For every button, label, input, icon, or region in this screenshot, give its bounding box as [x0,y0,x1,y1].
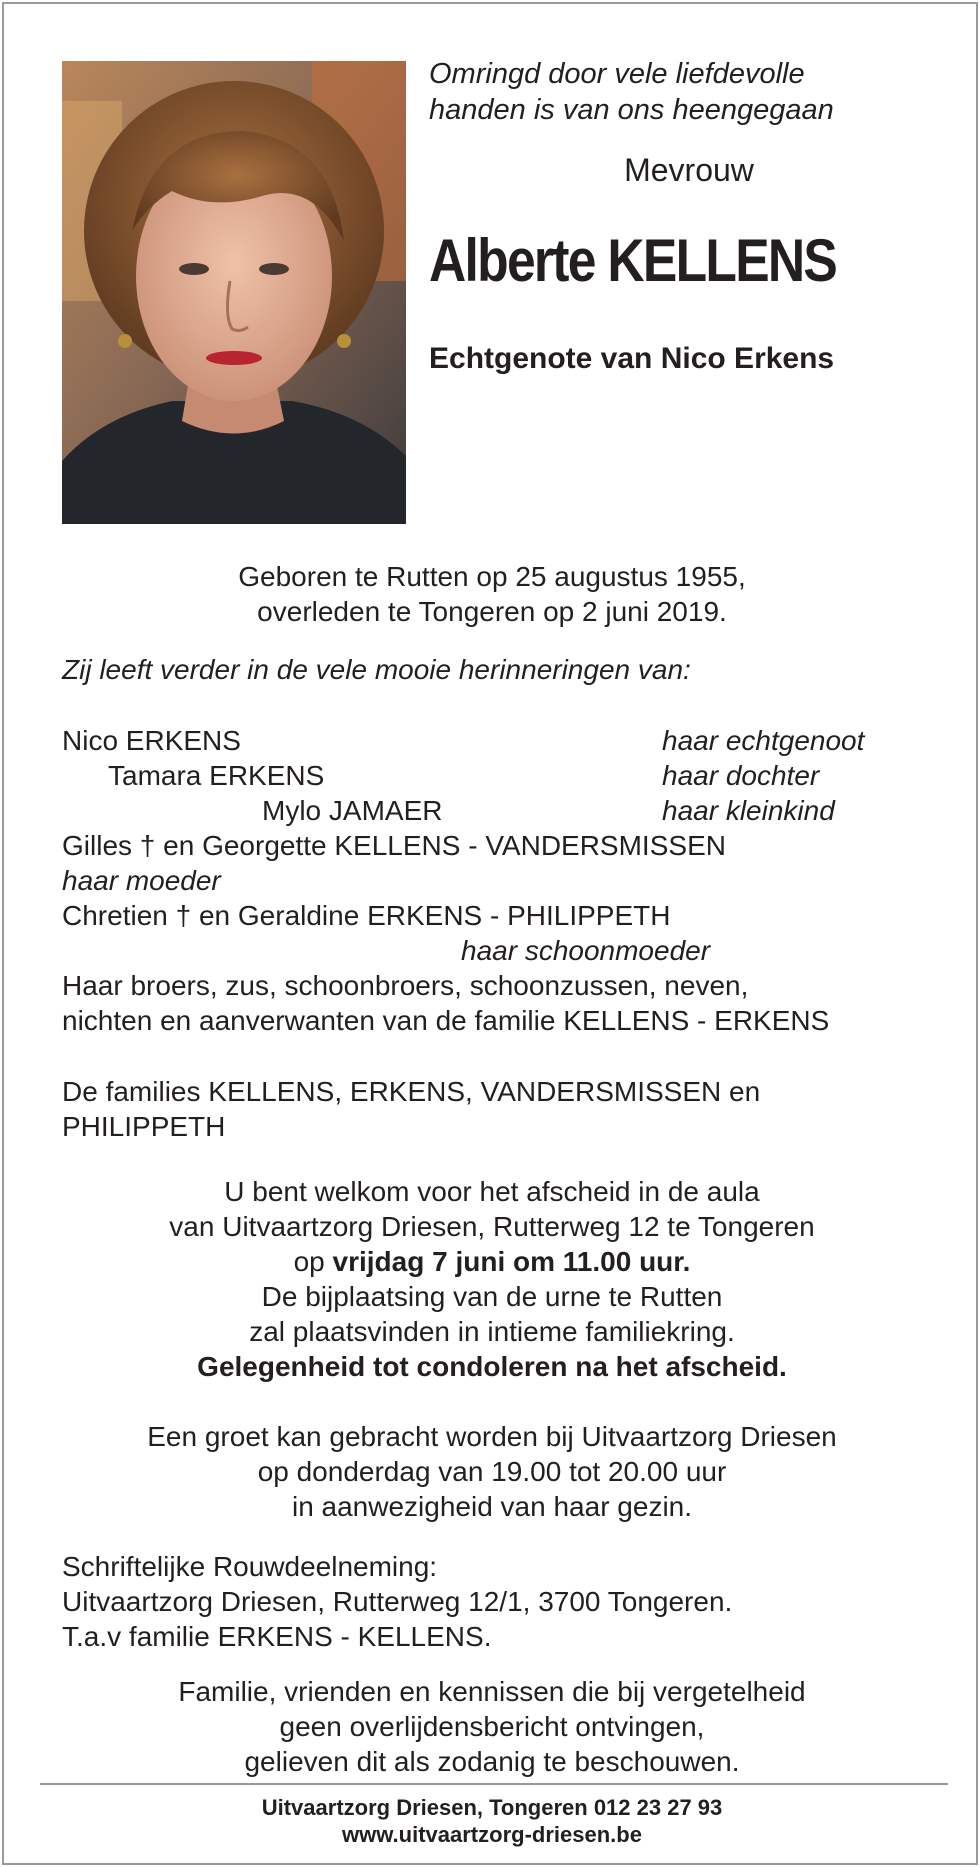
birth-line: Geboren te Rutten op 25 augustus 1955, [238,561,746,592]
memories-heading: Zij leeft verder in de vele mooie herinneringen van: [62,654,691,685]
honorific: Mevrouw [624,152,754,188]
birth-death-info [44,559,940,629]
intro-line-2: handen is van ons heengegaan [429,94,834,126]
siblings-line-1: Haar broers, zus, schoonbroers, schoonzussen, neven, [62,970,749,1001]
family-member-nico: Nico ERKENS [62,725,241,756]
footer [44,1794,940,1848]
condolence-line-3: T.a.v familie ERKENS - KELLENS. [62,1621,492,1652]
farewell-line-2: van Uitvaartzorg Driesen, Rutterweg 12 te Tongeren [169,1211,815,1242]
family-member-tamara: Tamara ERKENS [108,760,325,791]
farewell-line-5: zal plaatsvinden in intieme familiekring. [249,1316,735,1347]
family-parents: Gilles † en Georgette KELLENS - VANDERSMISSEN [62,830,726,861]
funeral-home-website[interactable]: www.uitvaartzorg-driesen.be [342,1822,642,1847]
relation-schoonmoeder: haar schoonmoeder [461,935,711,966]
written-condolence [62,1549,942,1654]
notice-line-1: Familie, vrienden en kennissen die bij vergetelheid [178,1676,806,1707]
farewell-line-4: De bijplaatsing van de urne te Rutten [261,1281,723,1312]
death-line: overleden te Tongeren op 2 juni 2019. [257,596,727,627]
condolence-line-2: Uitvaartzorg Driesen, Rutterweg 12/1, 3700 Tongeren. [62,1586,733,1617]
greeting-line-1: Een groet kan gebracht worden bij Uitvaartzorg Driesen [147,1421,837,1452]
condolence-line-1: Schriftelijke Rouwdeelneming: [62,1551,438,1582]
farewell-line-3 [44,1244,940,1279]
relation-echtgenoot: haar echtgenoot [662,725,865,756]
family-inlaws: Chretien † en Geraldine ERKENS - PHILIPPETH [62,900,671,931]
portrait-photo [62,61,406,524]
notice-line-3: gelieven dit als zodanig te beschouwen. [244,1746,740,1777]
greeting-line-2: op donderdag van 19.00 tot 20.00 uur [257,1456,727,1487]
portrait-image [62,61,406,524]
farewell-info [44,1174,940,1384]
footer-divider [40,1783,948,1785]
spouse-line: Echtgenote van Nico Erkens [429,342,835,375]
relation-moeder: haar moeder [62,865,221,896]
obituary-card [2,2,978,1865]
condolence-note: Gelegenheid tot condoleren na het afscheid. [197,1351,787,1382]
siblings-line-2: nichten en aanverwanten van de familie KELLENS - ERKENS [62,1005,830,1036]
deceased-name: Alberte KELLENS [429,227,837,294]
family-siblings [62,968,942,1038]
notice-text [44,1674,940,1779]
family-member-mylo: Mylo JAMAER [262,795,443,826]
families-list [62,1074,942,1144]
notice-line-2: geen overlijdensbericht ontvingen, [279,1711,705,1742]
relation-kleinkind: haar kleinkind [662,795,835,826]
intro-text [429,56,949,128]
greeting-info [44,1419,940,1524]
greeting-line-3: in aanwezigheid van haar gezin. [291,1491,693,1522]
farewell-date-prefix: op [293,1246,333,1277]
relation-dochter: haar dochter [662,760,820,791]
families-line-1: De families KELLENS, ERKENS, VANDERSMISSEN en [62,1076,761,1107]
families-line-2: PHILIPPETH [62,1111,226,1142]
funeral-home-contact: Uitvaartzorg Driesen, Tongeren 012 23 27 93 [261,1795,723,1820]
farewell-date: vrijdag 7 juni om 11.00 uur. [332,1246,691,1277]
intro-line-1: Omringd door vele liefdevolle [429,58,805,90]
farewell-line-1: U bent welkom voor het afscheid in de aula [224,1176,760,1207]
